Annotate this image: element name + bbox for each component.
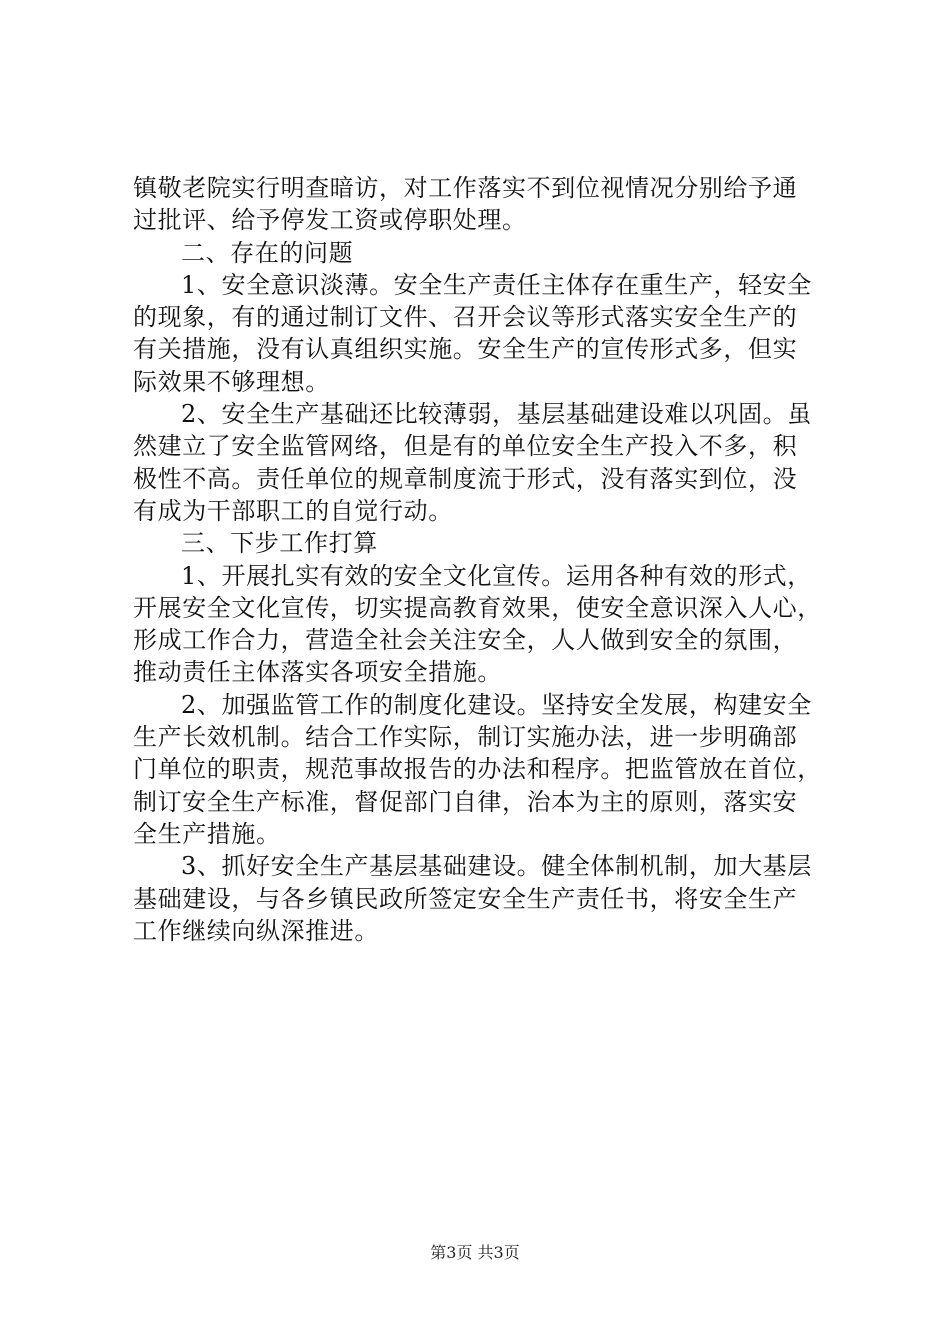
paragraph-line: 然建立了安全监管网络，但是有的单位安全生产投入不多，积 bbox=[133, 432, 798, 461]
paragraph-line: 有关措施，没有认真组织实施。安全生产的宣传形式多，但实 bbox=[133, 335, 798, 364]
paragraph-line: 开展安全文化宣传，切实提高教育效果，使安全意识深入人心， bbox=[133, 593, 822, 622]
paragraph-line: 极性不高。责任单位的规章制度流于形式，没有落实到位，没 bbox=[133, 464, 798, 493]
paragraph-line: 有成为干部职工的自觉行动。 bbox=[133, 496, 453, 525]
paragraph-line: 3、抓好安全生产基层基础建设。健全体制机制，加大基层 bbox=[181, 852, 812, 881]
paragraph-line: 过批评、给予停发工资或停职处理。 bbox=[133, 206, 527, 235]
paragraph-line: 工作继续向纵深推进。 bbox=[133, 916, 379, 945]
section-heading-next-steps: 三、下步工作打算 bbox=[181, 529, 378, 558]
section-heading-problems: 二、存在的问题 bbox=[181, 238, 354, 267]
paragraph-line: 推动责任主体落实各项安全措施。 bbox=[133, 658, 502, 687]
paragraph-line: 全生产措施。 bbox=[133, 819, 281, 848]
paragraph-line: 的现象，有的通过制订文件、召开会议等形式落实安全生产的 bbox=[133, 303, 798, 332]
paragraph-line: 制订安全生产标准，督促部门自律，治本为主的原则，落实安 bbox=[133, 787, 798, 816]
paragraph-line: 1、开展扎实有效的安全文化宣传。运用各种有效的形式， bbox=[181, 561, 812, 590]
paragraph-line: 生产长效机制。结合工作实际，制订实施办法，进一步明确部 bbox=[133, 723, 798, 752]
paragraph-line: 基础建设，与各乡镇民政所签定安全生产责任书，将安全生产 bbox=[133, 884, 798, 913]
paragraph-line: 镇敬老院实行明查暗访，对工作落实不到位视情况分别给予通 bbox=[133, 174, 798, 202]
page-number-footer: 第3页 共3页 bbox=[430, 1243, 520, 1262]
paragraph-line: 形成工作合力，营造全社会关注安全，人人做到安全的氛围， bbox=[133, 626, 798, 655]
paragraph-line: 1、安全意识淡薄。安全生产责任主体存在重生产，轻安全 bbox=[181, 270, 812, 299]
paragraph-line: 门单位的职责，规范事故报告的办法和程序。把监管放在首位， bbox=[133, 755, 822, 784]
paragraph-line: 2、加强监管工作的制度化建设。坚持安全发展，构建安全 bbox=[181, 690, 812, 719]
paragraph-line: 际效果不够理想。 bbox=[133, 367, 330, 396]
document-body bbox=[133, 172, 833, 947]
paragraph-line: 2、安全生产基础还比较薄弱，基层基础建设难以巩固。虽 bbox=[181, 400, 812, 429]
